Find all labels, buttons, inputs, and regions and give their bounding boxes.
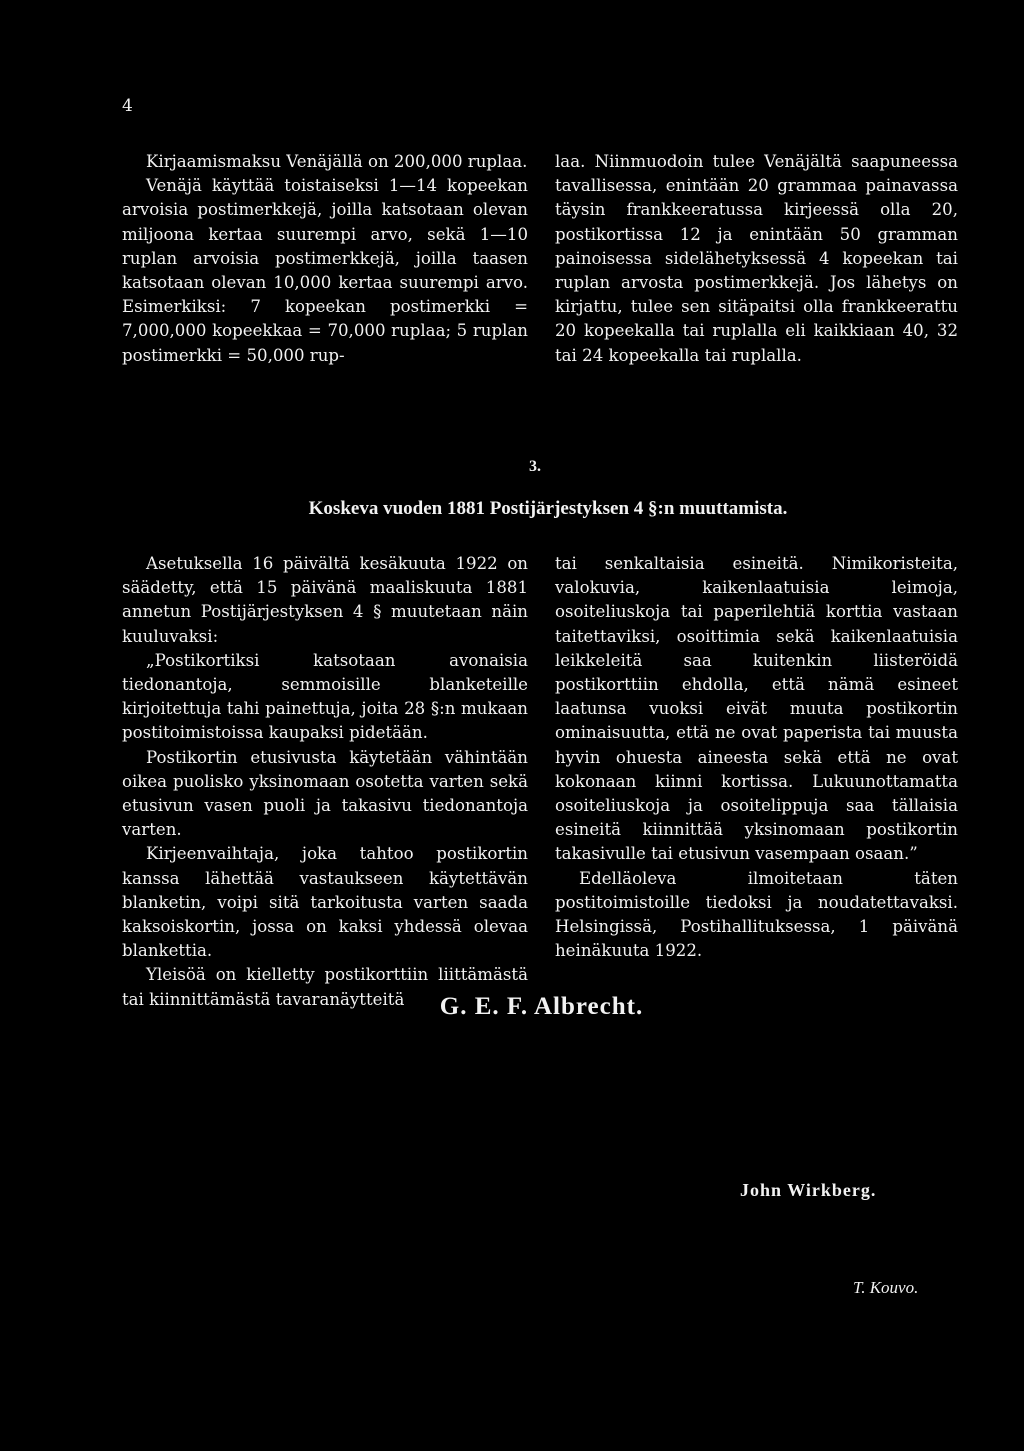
paragraph: Asetuksella 16 päivältä kesäkuuta 1922 on säädetty, että 15 päivänä maaliskuuta 1881 annetun Postijärjestyksen 4 § muutetaan näin kuuluvaksi: xyxy=(122,554,528,646)
section-heading: Koskeva vuoden 1881 Postijärjestyksen 4 §:n muuttamista. xyxy=(308,498,788,519)
signature-wirkberg: John Wirkberg. xyxy=(740,1180,877,1200)
top-right-column xyxy=(555,150,958,368)
paragraph: Kirjaamismaksu Venäjällä on 200,000 ruplaa. xyxy=(146,152,528,171)
paragraph: tai senkaltaisia esineitä. Nimikoristeita, valokuvia, kaikenlaatuisia leimoja, osoiteliuskoja tai paperilehtiä korttia vastaan taitettaviksi, osoittimia sekä kaikenlaatuisia leikkeleitä saa kuitenkin liisteröidä postikorttiin ehdolla, että nämä esineet laatunsa vuoksi eivät muuta postikortin ominaisuutta, että ne ovat paperista tai muusta hyvin ohuesta aineesta sekä että ne ovat kokonaan kiinni kortissa. Lukuunottamatta osoiteliuskoja ja osoitelippuja saa tällaisia esineitä kiinnittää yksinomaan postikortin takasivulle tai etusivun vasempaan osaan.” xyxy=(555,554,958,864)
section-number: 3. xyxy=(529,458,541,475)
paragraph: Kirjeenvaihtaja, joka tahtoo postikortin kanssa lähettää vastaukseen käytettävän blanketin, voipi sitä tarkoitusta varten saada kaksoiskortin, jossa on kaksi yhdessä olevaa blankettia. xyxy=(122,844,528,961)
signature-albrecht: G. E. F. Albrecht. xyxy=(439,993,644,1020)
paragraph: „Postikortiksi katsotaan avonaisia tiedonantoja, semmoisille blanketeille kirjoitettuja tahi painettuja, joita 28 §:n mukaan postitoimistoissa kaupaksi pidetään. xyxy=(122,650,528,743)
bottom-right-column xyxy=(555,552,958,963)
paragraph: Edelläoleva ilmoitetaan täten postitoimistoille tiedoksi ja noudatettavaksi. Helsingissä, Postihallituksessa, 1 päivänä heinäkuuta 1922. xyxy=(555,868,958,961)
top-left-column xyxy=(122,150,528,368)
signature-kouvo: T. Kouvo. xyxy=(853,1278,919,1297)
paragraph: Venäjä käyttää toistaiseksi 1—14 kopeekan arvoisia postimerkkejä, joilla katsotaan olevan miljoona kertaa suurempi arvo, sekä 1—10 ruplan arvoisia postimerkkejä, joilla taasen katsotaan olevan 10,000 kertaa suurempi arvo. Esimerkiksi: 7 kopeekan postimerkki = 7,000,000 kopeekkaa = 70,000 ruplaa; 5 ruplan postimerkki = 50,000 rup- xyxy=(122,176,528,365)
paragraph: Yleisöä on kielletty postikorttiin liittämästä tai kiinnittämästä tavaranäytteitä xyxy=(122,965,528,1009)
paragraph: Postikortin etusivusta käytetään vähintään oikea puolisko yksinomaan osotetta varten sekä etusivun vasen puoli ja takasivu tiedonantoja varten. xyxy=(122,747,528,840)
paragraph: laa. Niinmuodoin tulee Venäjältä saapuneessa tavallisessa, enintään 20 grammaa painavassa täysin frankkeeratussa kirjeessä olla 20, postikortissa 12 ja enintään 50 gramman painoisessa sidelähetyksessä 4 kopeekan tai ruplan arvosta postimerkkejä. Jos lähetys on kirjattu, tulee sen sitäpaitsi olla frankkeerattu 20 kopeekalla tai ruplalla eli kaikkiaan 40, 32 tai 24 kopeekalla tai ruplalla. xyxy=(555,152,958,365)
bottom-left-column xyxy=(122,552,528,1012)
page-number: 4 xyxy=(122,96,133,116)
